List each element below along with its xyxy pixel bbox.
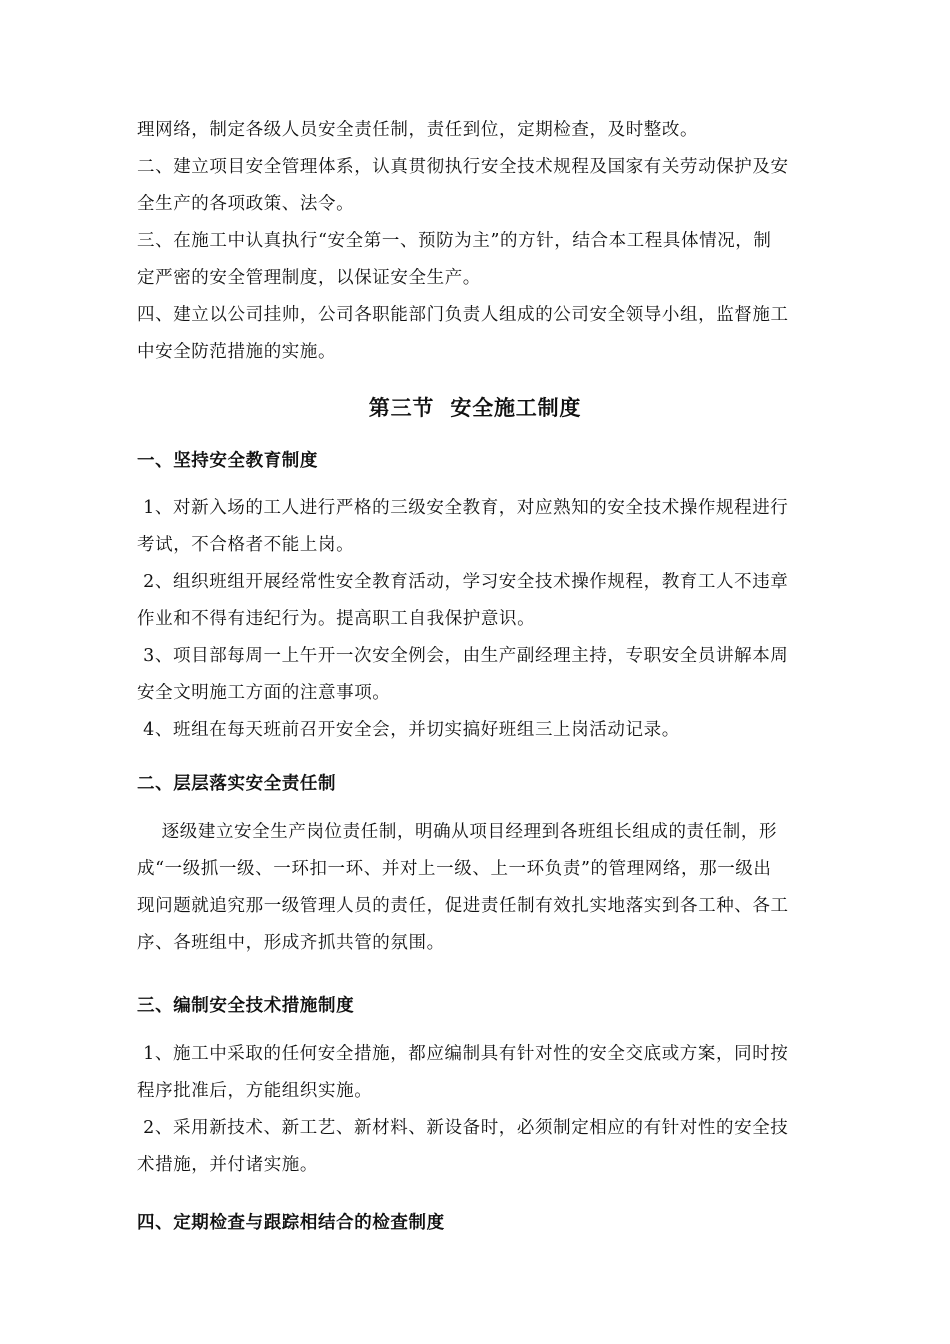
section-title: 第三节 安全施工制度 [368, 396, 582, 420]
paragraph-line: 安全文明施工方面的注意事项。 [137, 683, 391, 703]
paragraph-line: 2、采用新技术、新工艺、新材料、新设备时，必须制定相应的有针对性的安全技 [137, 1118, 789, 1138]
paragraph-line: 1、施工中采取的任何安全措施，都应编制具有针对性的安全交底或方案，同时按 [137, 1044, 789, 1064]
paragraph-line: 全生产的各项政策、法令。 [137, 194, 355, 214]
paragraph-line: 作业和不得有违纪行为。提高职工自我保护意识。 [137, 609, 536, 629]
subsection-heading: 四、定期检查与跟踪相结合的检查制度 [137, 1213, 445, 1233]
paragraph-line: 中安全防范措施的实施。 [137, 342, 337, 362]
paragraph-line: 术措施，并付诸实施。 [137, 1155, 318, 1175]
paragraph-line: 理网络，制定各级人员安全责任制，责任到位，定期检查，及时整改。 [137, 120, 699, 140]
paragraph-line: 3、项目部每周一上午开一次安全例会，由生产副经理主持，专职安全员讲解本周 [137, 646, 789, 666]
paragraph-line: 三、在施工中认真执行“安全第一、预防为主”的方针，结合本工程具体情况，制 [137, 231, 772, 251]
subsection-heading: 二、层层落实安全责任制 [137, 774, 337, 794]
paragraph-line: 4、班组在每天班前召开安全会，并切实搞好班组三上岗活动记录。 [137, 720, 680, 740]
subsection-heading: 三、编制安全技术措施制度 [137, 996, 355, 1016]
paragraph-line: 成“一级抓一级、一环扣一环、并对上一级、上一环负责”的管理网络，那一级出 [137, 859, 772, 879]
paragraph-line: 2、组织班组开展经常性安全教育活动，学习安全技术操作规程，教育工人不违章 [137, 572, 789, 592]
paragraph-line: 逐级建立安全生产岗位责任制，明确从项目经理到各班组长组成的责任制，形 [137, 822, 778, 842]
paragraph-line: 二、建立项目安全管理体系，认真贯彻执行安全技术规程及国家有关劳动保护及安 [137, 157, 789, 177]
paragraph-line: 1、对新入场的工人进行严格的三级安全教育，对应熟知的安全技术操作规程进行 [137, 498, 789, 518]
paragraph-line: 程序批准后，方能组织实施。 [137, 1081, 373, 1101]
paragraph-line: 四、建立以公司挂帅，公司各职能部门负责人组成的公司安全领导小组，监督施工 [137, 305, 789, 325]
paragraph-line: 现问题就追究那一级管理人员的责任，促进责任制有效扎实地落实到各工种、各工 [137, 896, 789, 916]
paragraph-line: 定严密的安全管理制度，以保证安全生产。 [137, 268, 481, 288]
subsection-heading: 一、坚持安全教育制度 [137, 451, 318, 471]
paragraph-line: 序、各班组中，形成齐抓共管的氛围。 [137, 933, 445, 953]
paragraph-line: 考试，不合格者不能上岗。 [137, 535, 355, 555]
